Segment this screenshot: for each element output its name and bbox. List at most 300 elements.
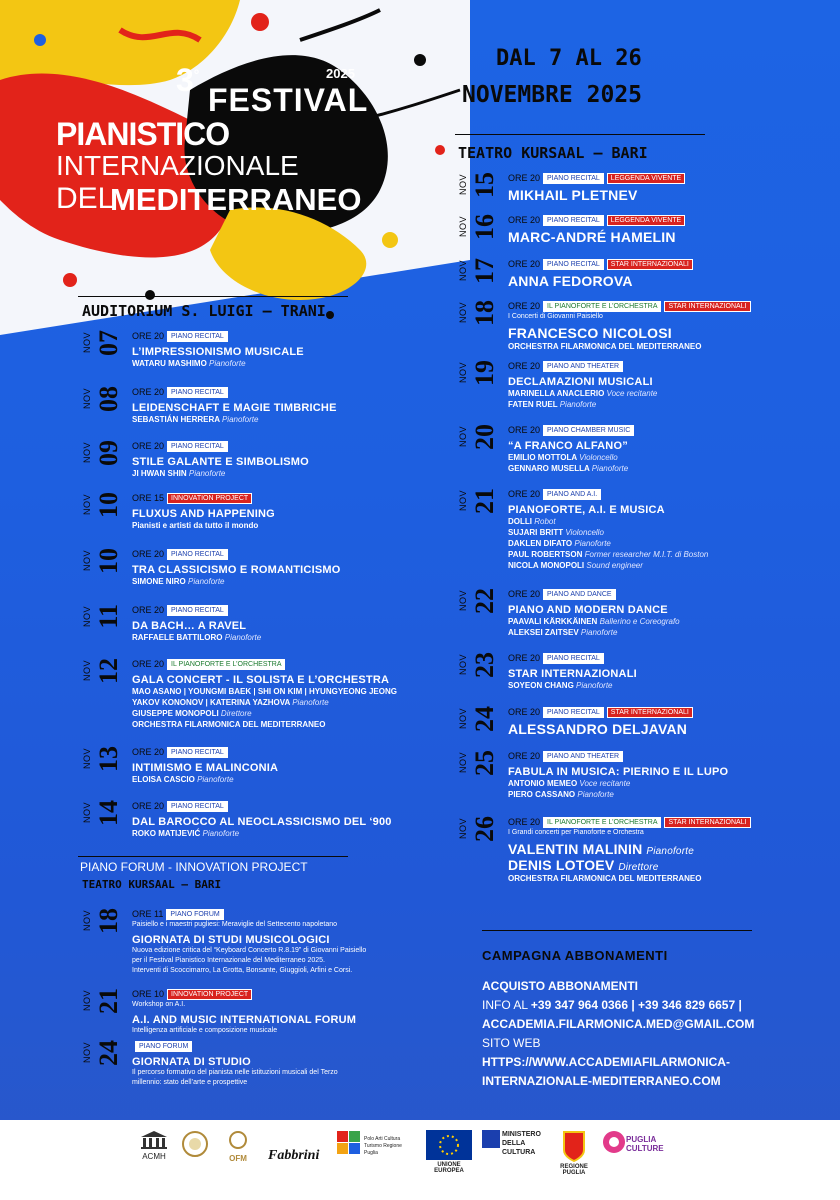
performer-line (508, 341, 751, 352)
event-title-2 (508, 857, 751, 873)
event-title-text: “A FRANCO ALFANO” (508, 440, 628, 452)
sponsor-footer (0, 1120, 840, 1200)
event-description: Nuova edizione critica del “Keyboard Concerto R.8.19” di Giovanni Paisiello (132, 947, 367, 954)
title-del: DEL (56, 182, 115, 215)
performer-role: Pianoforte (574, 539, 611, 548)
event-time: ORE 20 (508, 215, 541, 225)
event-time: ORE 20 (508, 751, 541, 761)
event-date (458, 750, 502, 798)
event-title (132, 620, 261, 632)
festival-title: 3° 2025 FESTIVAL PIANISTICO INTERNAZIONALE DEL MEDITERRANEO (56, 62, 369, 217)
event-title-text: GIORNATA DI STUDIO (132, 1056, 251, 1068)
event-tag: PIANO RECITAL (167, 387, 228, 398)
event-title-text: INTIMISMO E MALINCONIA (132, 762, 279, 774)
performer-role: Direttore (220, 709, 252, 718)
info-label: INFO AL (482, 998, 528, 1012)
event-day: 10 (94, 492, 123, 518)
performer-line (508, 627, 680, 638)
performer-line (508, 452, 634, 463)
event-tag: INNOVATION PROJECT (167, 989, 252, 1000)
event-month: NOV (458, 302, 468, 324)
event-month: NOV (458, 654, 468, 676)
event-body (132, 492, 275, 531)
event-time-row (132, 604, 261, 616)
performer-line (132, 632, 261, 643)
left-column-rule (78, 296, 348, 297)
event-tag: PIANO FORUM (166, 909, 223, 920)
event-title (132, 508, 275, 520)
performer-name: SIMONE NIRO (132, 577, 186, 586)
performer-role: Pianoforte (591, 464, 629, 473)
event-title (508, 766, 728, 778)
ofm-logo: OFM (226, 1130, 250, 1163)
event-tag: IL PIANOFORTE E L’ORCHESTRA (167, 659, 285, 670)
event-tag: PIANO AND THEATER (543, 361, 623, 372)
event-time: ORE 20 (508, 707, 541, 717)
performer-line (508, 549, 708, 560)
performer-name: WATARU MASHIMO (132, 359, 207, 368)
event-pretitle: I Concerti di Giovanni Paisiello (508, 313, 603, 320)
edition-number: 3 (176, 62, 194, 98)
event-time-row (508, 424, 634, 436)
performer-line (508, 873, 751, 884)
event-time: ORE 20 (508, 589, 541, 599)
event-month: NOV (82, 606, 92, 628)
performer-name: Pianisti e artisti da tutto il mondo (132, 521, 259, 530)
event-time: ORE 10 (132, 989, 165, 999)
event-date (458, 588, 502, 636)
event-time: ORE 20 (132, 801, 165, 811)
event-month: NOV (82, 910, 92, 932)
performer-role: Pianoforte (577, 790, 614, 799)
event-body (132, 908, 366, 976)
performer-line (508, 388, 657, 399)
event-title-text: FABULA IN MUSICA: PIERINO E IL LUPO (508, 766, 729, 778)
event-tag: STAR INTERNAZIONALI (664, 301, 750, 312)
event-body (508, 588, 680, 638)
performer-line (132, 719, 397, 730)
event-tag: PIANO FORUM (135, 1041, 192, 1052)
performer-line (508, 789, 728, 800)
event-month: NOV (82, 442, 92, 464)
event-time-row (132, 988, 356, 1000)
performer-name: ROKO MATIJEVIĆ (132, 829, 201, 838)
event-day: 23 (470, 652, 499, 678)
web-label: SITO WEB (482, 1036, 541, 1050)
event-tag: PIANO RECITAL (543, 173, 604, 184)
event-title-text: STAR INTERNAZIONALI (508, 668, 637, 680)
event-time-row (508, 300, 751, 312)
event-time: ORE 20 (508, 489, 541, 499)
event-month: NOV (82, 660, 92, 682)
event-title (508, 440, 634, 452)
event-title-text: ALESSANDRO DELJAVAN (508, 721, 688, 737)
event-tag: PIANO RECITAL (543, 215, 604, 226)
event-date (458, 172, 502, 220)
performer-name: NICOLA MONOPOLI (508, 561, 585, 570)
event-description: millennio: stato dell’arte e prospettive (132, 1079, 248, 1086)
event-title (132, 762, 278, 774)
event-pretitle: Workshop on A.I. (132, 1001, 186, 1008)
event-title-text: A.I. AND MUSIC INTERNATIONAL FORUM (132, 1014, 357, 1026)
campaign-title: CAMPAGNA ABBONAMENTI (482, 948, 668, 963)
event-body (508, 652, 637, 691)
performer-line (132, 414, 337, 425)
event-tag: PIANO RECITAL (543, 653, 604, 664)
performer-role: Voce recitante (579, 779, 631, 788)
event-date (82, 658, 126, 706)
event-time: ORE 20 (508, 361, 541, 371)
forum-rule (78, 856, 348, 857)
event-date (82, 988, 126, 1036)
performer-line (508, 560, 708, 571)
regione-puglia-logo: REGIONE PUGLIA (554, 1130, 594, 1176)
event-month: NOV (458, 708, 468, 730)
performer-line (508, 680, 637, 691)
event-time: ORE 20 (508, 425, 541, 435)
event-description: per il Festival Pianistico Internazionale del Mediterraneo 2025. (132, 957, 325, 964)
event-date (82, 746, 126, 794)
event-time-row (508, 706, 693, 718)
event-title-text: DA BACH… A RAVEL (132, 620, 247, 632)
event-title (132, 1014, 356, 1026)
performer-line (508, 538, 708, 549)
event-title-text: DAL BAROCCO AL NEOCLASSICISMO DEL ‘900 (132, 816, 392, 828)
event-day: 14 (94, 800, 123, 826)
event-tag: PIANO CHAMBER MUSIC (543, 425, 634, 436)
performer-name: ALEKSEI ZAITSEV (508, 628, 579, 637)
title-internazionale: INTERNAZIONALE (56, 150, 299, 181)
event-body (508, 706, 693, 737)
event-date (82, 386, 126, 434)
event-date (82, 492, 126, 540)
performer-line (132, 520, 275, 531)
event-time: ORE 20 (132, 605, 165, 615)
performer-name: ELOISA CASCIO (132, 775, 195, 784)
event-date (458, 300, 502, 348)
event-day: 20 (470, 424, 499, 450)
performer-role: Pianoforte (197, 775, 234, 784)
performer-role: Pianoforte (188, 469, 226, 478)
event-day: 11 (94, 604, 123, 629)
event-day: 24 (94, 1040, 123, 1066)
festival-dates-month: NOVEMBRE 2025 (462, 82, 643, 108)
event-time: ORE 20 (132, 747, 165, 757)
event-month: NOV (458, 174, 468, 196)
event-title-text: LEIDENSCHAFT E MAGIE TIMBRICHE (132, 402, 337, 414)
performer-line (132, 358, 304, 369)
email-link[interactable]: ACCADEMIA.FILARMONICA.MED@GMAIL.COM (482, 1017, 755, 1031)
website-link-2[interactable]: INTERNAZIONALE-MEDITERRANEO.COM (482, 1074, 721, 1088)
event-time-row (132, 658, 397, 670)
event-date (82, 604, 126, 652)
event-day: 08 (94, 386, 123, 412)
event-body (132, 658, 397, 730)
performer-role: Pianoforte (202, 829, 240, 838)
performer-name: RAFFAELE BATTILORO (132, 633, 223, 642)
event-body (132, 440, 309, 479)
event-body (508, 750, 728, 800)
event-body (132, 800, 392, 839)
performer-role: Former researcher M.I.T. di Boston (584, 550, 709, 559)
event-title-role: Pianoforte (646, 846, 694, 857)
performer-role: Pianoforte (292, 698, 329, 707)
performer-line (132, 828, 392, 839)
event-day: 24 (470, 706, 499, 732)
event-month: NOV (458, 752, 468, 774)
event-title (508, 721, 693, 737)
event-tag: PIANO RECITAL (543, 259, 604, 270)
event-body (508, 424, 634, 474)
performer-role: Pianoforte (188, 577, 225, 586)
event-title-text: MARC-ANDRÉ HAMELIN (508, 229, 676, 245)
event-time-row (508, 488, 708, 500)
event-day: 09 (94, 440, 123, 466)
performer-role: Sound engineer (586, 561, 643, 570)
event-title (132, 1056, 338, 1068)
event-time-row (132, 440, 309, 452)
campaign-rule (482, 930, 752, 931)
event-month: NOV (82, 802, 92, 824)
performer-line (132, 697, 397, 708)
event-time: ORE 11 (132, 909, 164, 919)
event-title (508, 504, 708, 516)
performer-line (508, 516, 708, 527)
event-description: Interventi di Scoccimarro, La Grotta, Bonsante, Giuggioli, Arfini e Corsi. (132, 967, 353, 974)
performer-name: FATEN RUEL (508, 400, 558, 409)
event-tag: PIANO RECITAL (167, 747, 228, 758)
event-title-text: VALENTIN MALININ (508, 841, 643, 857)
performer-line (508, 399, 657, 410)
event-time-row (508, 588, 680, 600)
performer-name: ORCHESTRA FILARMONICA DEL MEDITERRANEO (132, 720, 326, 729)
event-title-text: ANNA FEDOROVA (508, 273, 633, 289)
event-body (132, 386, 337, 425)
performer-name: PIERO CASSANO (508, 790, 576, 799)
event-tag: STAR INTERNAZIONALI (664, 817, 750, 828)
event-month: NOV (458, 260, 468, 282)
event-date (458, 488, 502, 536)
performer-name: MAO ASANO | YOUNGMI BAEK | SHI ON KIM | HYUNGYEONG JEONG (132, 687, 397, 696)
event-day: 25 (470, 750, 499, 776)
performer-role: Pianoforte (580, 628, 618, 637)
event-tag: PIANO AND A.I. (543, 489, 601, 500)
event-day: 13 (94, 746, 123, 772)
event-title (132, 816, 392, 828)
event-date (82, 1040, 126, 1088)
event-day: 19 (470, 360, 499, 386)
event-day: 15 (470, 172, 499, 198)
performer-line (508, 463, 634, 474)
event-tag: PIANO RECITAL (543, 707, 604, 718)
event-month: NOV (458, 362, 468, 384)
event-month: NOV (82, 332, 92, 354)
event-date (458, 652, 502, 700)
event-date (458, 214, 502, 262)
event-pretitle: I Grandi concerti per Pianoforte e Orchestra (508, 829, 644, 836)
performer-name: MARINELLA ANACLERIO (508, 389, 605, 398)
event-time-row (132, 908, 366, 920)
event-title (132, 674, 397, 686)
performer-line (508, 778, 728, 789)
performer-line (132, 708, 397, 719)
event-time: ORE 20 (132, 331, 165, 341)
performer-name: PAUL ROBERTSON (508, 550, 583, 559)
ministero-logo: MINISTERO DELLA CULTURA (482, 1130, 548, 1150)
event-month: NOV (82, 1042, 92, 1064)
performer-role: Ballerino e Coreografo (599, 617, 680, 626)
event-title (508, 376, 657, 388)
event-time: ORE 20 (132, 441, 165, 451)
event-time: ORE 15 (132, 493, 165, 503)
event-title-text: FRANCESCO NICOLOSI (508, 325, 672, 341)
festival-dates-range: DAL 7 AL 26 (496, 46, 642, 71)
event-time: ORE 20 (132, 659, 165, 669)
event-body (508, 172, 685, 203)
event-day: 12 (94, 658, 123, 684)
event-title-2-role: Direttore (618, 862, 659, 873)
event-day: 21 (94, 988, 123, 1014)
event-day: 18 (94, 908, 123, 934)
event-title (508, 229, 685, 245)
phone-numbers[interactable]: +39 347 964 0366 | +39 346 829 6657 | (530, 998, 742, 1012)
performer-name: DOLLI (508, 517, 532, 526)
acmh-logo: ACMH (134, 1130, 174, 1161)
puglia-culture-logo: PUGLIA CULTURE (602, 1130, 662, 1156)
event-month: NOV (458, 426, 468, 448)
website-link-1[interactable]: HTTPS://WWW.ACCADEMIAFILARMONICA- (482, 1055, 730, 1069)
performer-name: SEBASTIÁN HERRERA (132, 415, 220, 424)
venue-auditorium: AUDITORIUM S. LUIGI – TRANI (82, 302, 326, 320)
event-time-row (508, 360, 657, 372)
event-day: 26 (470, 816, 499, 842)
performer-role: Voce recitante (606, 389, 658, 398)
event-title (132, 564, 340, 576)
event-time-row (132, 746, 278, 758)
event-date (458, 424, 502, 472)
event-title (132, 934, 366, 946)
event-body (132, 746, 278, 785)
performer-line (132, 576, 340, 587)
event-time-row (132, 492, 275, 504)
event-tag: IL PIANOFORTE E L’ORCHESTRA (543, 301, 661, 312)
event-month: NOV (82, 990, 92, 1012)
performer-name: EMILIO MOTTOLA (508, 453, 577, 462)
event-day: 16 (470, 214, 499, 240)
event-date (82, 800, 126, 848)
right-column-rule (455, 134, 705, 135)
event-title (508, 187, 685, 203)
event-title (508, 668, 637, 680)
performer-role: Pianoforte (224, 633, 262, 642)
event-title (132, 456, 309, 468)
event-body (508, 488, 708, 571)
event-time-row (508, 652, 637, 664)
event-tag: INNOVATION PROJECT (167, 493, 252, 504)
performer-name: ANTONIO MEMEO (508, 779, 578, 788)
event-body (508, 360, 657, 410)
performer-role: Robot (534, 517, 556, 526)
performer-name: GIUSEPPE MONOPOLI (132, 709, 219, 718)
event-day: 22 (470, 588, 499, 614)
event-month: NOV (458, 590, 468, 612)
event-day: 18 (470, 300, 499, 326)
event-title (508, 841, 751, 857)
performer-name: YAKOV KONONOV | KATERINA YAZHOVA (132, 698, 290, 707)
event-body (508, 258, 693, 289)
performer-name: GENNARO MUSELLA (508, 464, 590, 473)
event-title-text: FLUXUS AND HAPPENING (132, 508, 275, 520)
venue-kursaal: TEATRO KURSAAL – BARI (458, 144, 648, 162)
event-month: NOV (82, 748, 92, 770)
performer-role: Pianoforte (209, 359, 246, 368)
event-title-text: GIORNATA DI STUDI MUSICOLOGICI (132, 934, 330, 946)
event-time: ORE 20 (132, 549, 165, 559)
event-title-text: PIANO AND MODERN DANCE (508, 604, 668, 616)
event-tag: PIANO RECITAL (167, 549, 228, 560)
event-title (508, 325, 751, 341)
performer-line (508, 616, 680, 627)
performer-name: PAAVALI KÄRKKÄINEN (508, 617, 598, 626)
performer-name: SUJARI BRITT (508, 528, 564, 537)
event-time: ORE 20 (508, 173, 541, 183)
event-month: NOV (82, 494, 92, 516)
event-tag: PIANO RECITAL (167, 331, 228, 342)
performer-name: ORCHESTRA FILARMONICA DEL MEDITERRANEO (508, 874, 702, 883)
performer-name: DAKLEN DIFATO (508, 539, 573, 548)
event-description: Il percorso formativo del pianista nelle istituzioni musicali del Terzo (132, 1069, 338, 1076)
event-date (82, 330, 126, 378)
event-date (458, 360, 502, 408)
event-tag: IL PIANOFORTE E L’ORCHESTRA (543, 817, 661, 828)
event-day: 21 (470, 488, 499, 514)
event-title-text: MIKHAIL PLETNEV (508, 187, 638, 203)
event-tag: LEGGENDA VIVENTE (607, 173, 685, 184)
event-body (132, 988, 356, 1036)
event-tag: LEGGENDA VIVENTE (607, 215, 685, 226)
festival-year: 2025 (326, 66, 355, 81)
event-title (132, 402, 337, 414)
festival-word: FESTIVAL (208, 82, 369, 118)
fabbrini-logo: Fabbrini (268, 1148, 320, 1163)
event-time-row (132, 386, 337, 398)
event-body (508, 300, 751, 352)
event-time: ORE 20 (508, 653, 541, 663)
event-date (458, 258, 502, 306)
event-body (132, 604, 261, 643)
event-body (508, 816, 751, 884)
forum-venue: TEATRO KURSAAL – BARI (82, 878, 222, 891)
event-title-text: TRA CLASSICISMO E ROMANTICISMO (132, 564, 341, 576)
event-time: ORE 20 (508, 817, 541, 827)
event-description: Intelligenza artificiale e composizione musicale (132, 1027, 278, 1034)
performer-name: JI HWAN SHIN (132, 469, 187, 478)
event-month: NOV (458, 216, 468, 238)
event-tag: PIANO RECITAL (167, 441, 228, 452)
event-body (132, 330, 304, 369)
event-time: ORE 20 (132, 387, 165, 397)
event-time-row (508, 172, 685, 184)
event-time-row (508, 258, 693, 270)
event-body (508, 214, 685, 245)
event-time-row (508, 214, 685, 226)
event-time-row (132, 1040, 338, 1052)
event-day: 17 (470, 258, 499, 284)
event-title-text: DECLAMAZIONI MUSICALI (508, 376, 653, 388)
performer-role: Pianoforte (576, 681, 613, 690)
event-body (132, 548, 340, 587)
event-day: 07 (94, 330, 123, 356)
